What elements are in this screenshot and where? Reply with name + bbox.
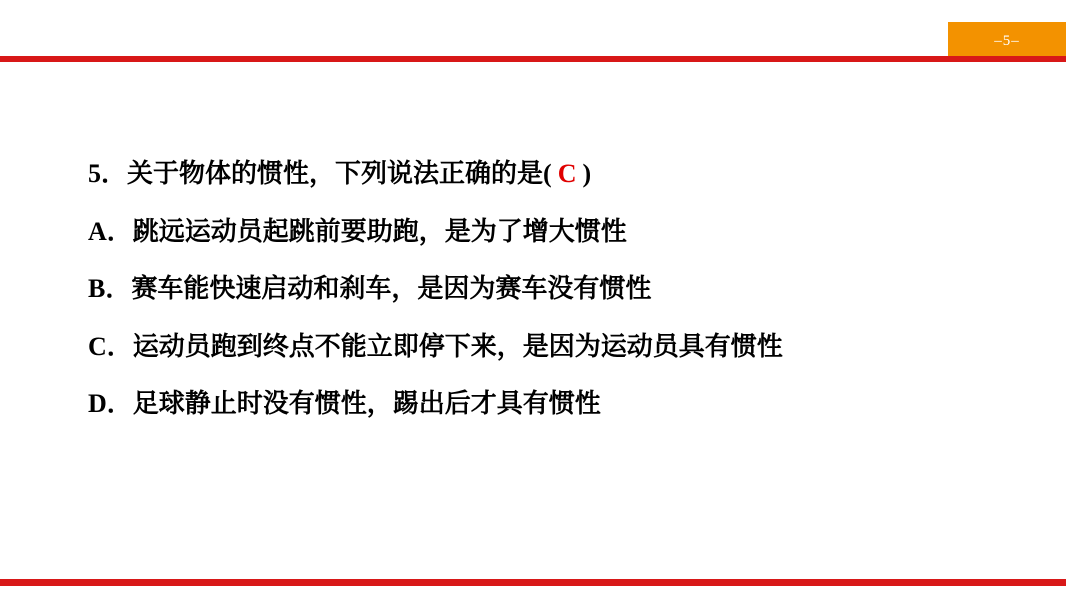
option-c [88,333,988,362]
question-stem-line [88,160,988,189]
question-stem-text: 关于物体的惯性，下列说法正确的是( [127,159,552,188]
question-stem-close: ) [582,159,592,188]
option-b [88,275,988,304]
option-c-text: 运动员跑到终点不能立即停下来，是因为运动员具有惯性 [132,331,783,361]
page-number-tab [948,22,1066,60]
header-divider [0,56,1066,62]
option-d-text: 足球静止时没有惯性，踢出后才具有惯性 [132,389,601,419]
option-b-text: 赛车能快速启动和刹车，是因为赛车没有惯性 [131,274,652,304]
option-a-label: A． [88,216,133,246]
option-c-label: C． [88,331,133,361]
page-number-label: –5– [994,32,1020,49]
footer-divider [0,579,1066,586]
option-d [88,390,988,419]
option-b-label: B． [88,274,132,304]
option-a-text: 跳远运动员起跳前要助跑，是为了增大惯性 [132,216,627,246]
answer-mark: C [557,159,577,188]
option-a [88,218,988,247]
question-number: 5． [88,159,128,188]
option-d-label: D． [88,389,133,419]
question-block [88,160,988,448]
